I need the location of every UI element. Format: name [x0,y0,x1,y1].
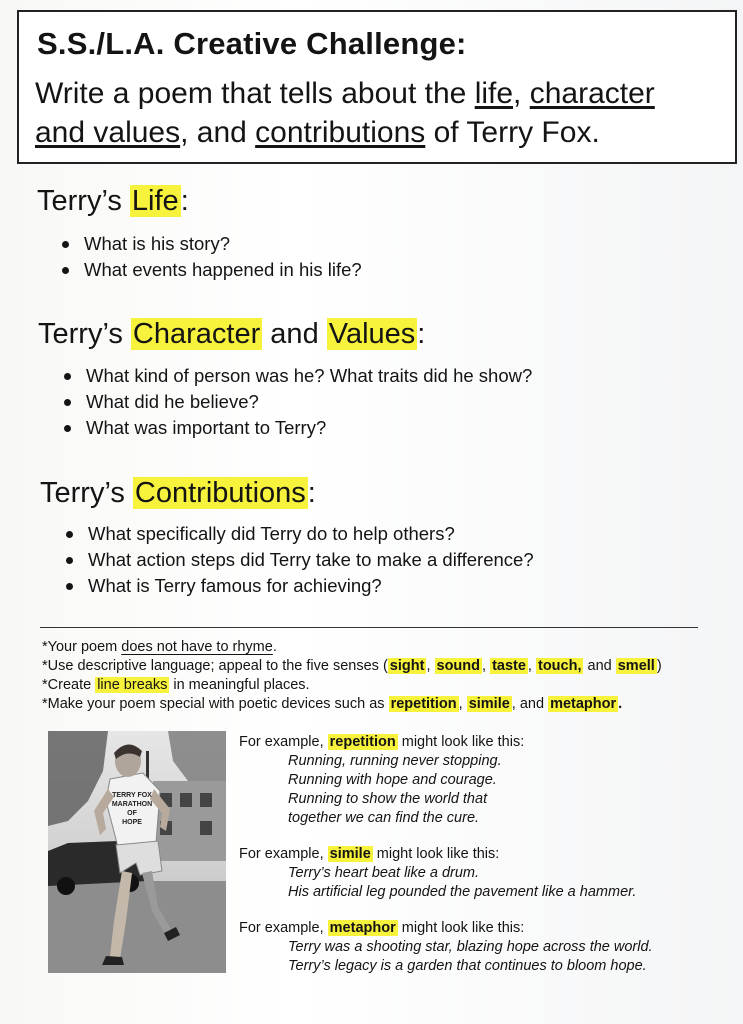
instruction-text: Write a poem that tells about the [35,77,475,110]
shirt-text-line-2: MARATHON [111,801,153,808]
example-simile [239,845,653,902]
example-term-repetition: repetition [329,734,396,750]
guideline-text: in meaningful places. [169,677,310,693]
section-heading-contributions [40,477,316,510]
keyword-life: life [474,77,514,110]
example-repetition [239,733,653,828]
list-item: What is Terry famous for achieving? [62,573,534,599]
title-instruction-line-1 [35,77,655,111]
heading-suffix: : [417,318,426,350]
character-question-list [60,363,532,441]
guideline-poetic-devices [42,695,662,714]
guideline-text: *Use descriptive language; appeal to the five senses ( [42,658,388,674]
example-poem-lines [239,752,653,828]
sense-sight: sight [389,658,425,674]
heading-highlight-contributions: Contributions [134,477,306,509]
guideline-text: . [272,639,277,655]
poem-guidelines [42,638,662,714]
guideline-text: , [458,696,467,712]
shirt-text-line-3: OF [127,810,137,817]
guideline-text: , [482,658,491,674]
example-poem-lines [239,938,653,976]
heading-suffix: : [180,185,189,217]
poem-line: Terry was a shooting star, blazing hope across the world. [288,939,653,955]
heading-suffix: : [307,477,316,509]
guideline-text: *Make your poem special with poetic devices such as [42,696,389,712]
example-intro [239,845,653,864]
list-item: What did he believe? [60,389,532,415]
highlight-line-breaks: line breaks [97,677,168,693]
sense-smell: smell [617,658,655,674]
runner-photo [48,731,226,973]
heading-prefix: Terry’s [38,318,131,350]
list-item: What specifically did Terry do to help others? [62,521,534,547]
instruction-text: , and [180,116,256,149]
poem-line: His artificial leg pounded the pavement like a hammer. [288,884,637,900]
instruction-text: of Terry Fox. [425,116,600,149]
section-heading-character [38,318,425,351]
example-term-simile: simile [329,846,371,862]
page-title: S.S./L.A. Creative Challenge: [37,26,467,61]
sense-sound: sound [436,658,480,674]
section-heading-life [37,185,189,218]
divider [40,627,698,628]
guideline-text: , [426,658,435,674]
poem-line: Terry’s heart beat like a drum. [288,865,480,881]
device-repetition: repetition [390,696,457,712]
runner-photo-illustration [48,731,226,973]
poetic-device-examples [239,733,653,993]
guideline-text: *Your poem [42,639,122,655]
title-instruction-line-2 [35,116,600,150]
contributions-question-list [62,521,534,599]
heading-middle: and [262,318,327,350]
example-text: For example, [239,846,328,862]
list-item: What is his story? [58,231,362,257]
keyword-character: character [529,77,655,110]
instruction-text: , [513,77,530,110]
guideline-text: , [527,658,536,674]
poem-line: Running with hope and courage. [288,772,497,788]
guideline-text: and [583,658,616,674]
poem-line: together we can find the cure. [288,810,480,826]
keyword-and-values: and values [35,116,181,149]
guideline-text: , and [511,696,549,712]
poem-line: Running, running never stopping. [288,753,502,769]
device-metaphor: metaphor [550,696,617,712]
list-item: What was important to Terry? [60,415,532,441]
heading-prefix: Terry’s [37,185,130,217]
list-item: What action steps did Terry take to make a difference? [62,547,534,573]
example-text: For example, [239,734,328,750]
sense-touch: touch, [537,658,582,674]
example-intro [239,919,653,938]
sense-taste: taste [492,658,526,674]
guideline-rhyme [42,638,662,657]
example-metaphor [239,919,653,976]
example-poem-lines [239,864,653,902]
title-box [17,10,737,164]
heading-prefix: Terry’s [40,477,133,509]
example-text: might look like this: [397,920,525,936]
heading-highlight-character: Character [132,318,261,350]
example-intro [239,733,653,752]
example-term-metaphor: metaphor [329,920,396,936]
poem-line: Running to show the world that [288,791,488,807]
heading-highlight-life: Life [131,185,179,217]
shirt-text-line-1: TERRY FOX [112,792,152,799]
guideline-underlined: does not have to rhyme [121,639,273,655]
device-simile: simile [468,696,510,712]
guideline-text: . [618,696,623,712]
guideline-line-breaks [42,676,662,695]
heading-highlight-values: Values [328,318,416,350]
list-item: What events happened in his life? [58,257,362,283]
guideline-text: *Create [42,677,96,693]
keyword-contributions: contributions [255,116,426,149]
shirt-text-line-4: HOPE [122,819,142,826]
poem-line: Terry’s legacy is a garden that continues to bloom hope. [288,958,647,974]
guideline-senses [42,657,662,676]
example-text: might look like this: [397,734,525,750]
list-item: What kind of person was he? What traits did he show? [60,363,532,389]
life-question-list [58,231,362,283]
guideline-text: ) [656,658,662,674]
example-text: might look like this: [372,846,500,862]
example-text: For example, [239,920,328,936]
